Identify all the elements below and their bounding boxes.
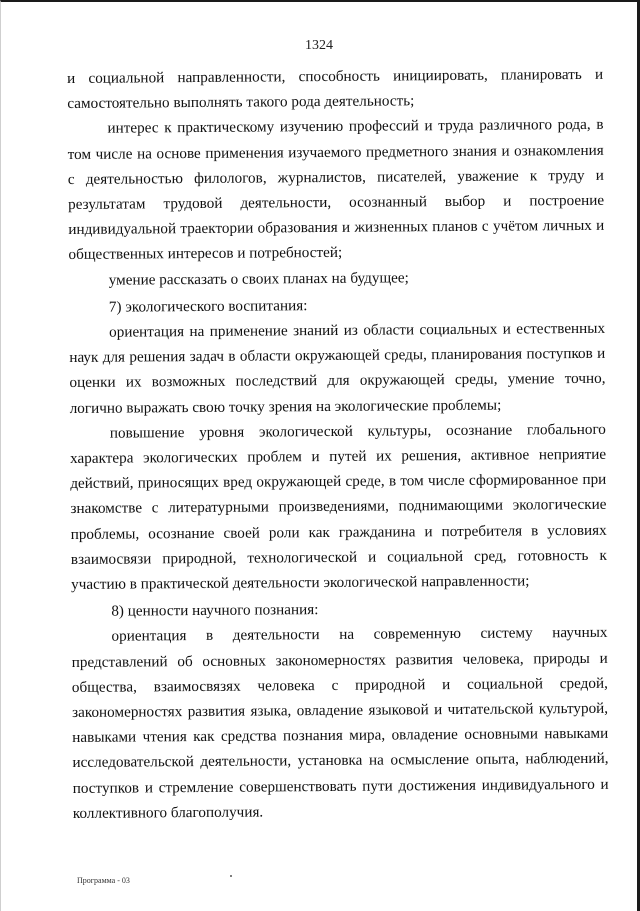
paragraph-interest-professions: интерес к практическому изучению профессий и труда различного рода, в том числе на основе применения изучаемого предметного знания и ознакомления с деятельностью филологов, журналистов, писателей, уважение к труду и результатам трудовой деятельности, осознанный выбор и построение индивидуальной траектории образования и жизненных планов с учётом личных и общественных интересов и потребностей; — [67, 116, 605, 264]
paragraph-ecology-culture: повышение уровня экологической культуры, осознание глобального характера экологических проблем и путей их решения, активное неприятие действий, приносящих вред окружающей среде, в том числе сформированное при знакомстве с литературными произведениями, поднимающими экологические проблемы, осознание своей роли как гражданина и потребителя в условиях взаимосвязи природной, технологической и социальной сред, готовность к участию в практической деятельности экологической направленности; — [70, 420, 607, 594]
page-number: 1324 — [305, 38, 333, 53]
scan-speck — [230, 875, 232, 877]
paragraph-ecology-orientation: ориентация на применение знаний из области социальных и естественных наук для решения задач в области окружающей среды, планирования поступков и оценки их возможных последствий для окружающей среды, умение точно, логично выражать свою точку зрения на экологические проблемы; — [69, 319, 606, 417]
footer-program-label: Программа - 03 — [77, 876, 130, 885]
heading-ecological-education: 7) экологического воспитания: — [108, 296, 308, 316]
paragraph-future-plans: умение рассказать о своих планах на будущее; — [108, 268, 409, 289]
paragraph-continuation: и социальной направленности, способность инициировать, планировать и самостоятельно выполнять такого рода деятельность; — [67, 65, 604, 113]
body-text — [67, 62, 609, 826]
paragraph-science-orientation: ориентация в деятельности на современную систему научных представлений об основных закономерностях развития человека, природы и общества, взаимосвязях человека с природной и социальной средой, закономерностях развития языка, овладение языковой и читательской культурой, навыками чтения как средства познания мира, овладение основными навыками исследовательской деятельности, установка на осмысление опыта, наблюдений, поступков и стремление совершенствовать пути достижения индивидуального и коллективного благополучия. — [71, 624, 609, 822]
heading-scientific-knowledge: 8) ценности научного познания: — [111, 601, 319, 620]
